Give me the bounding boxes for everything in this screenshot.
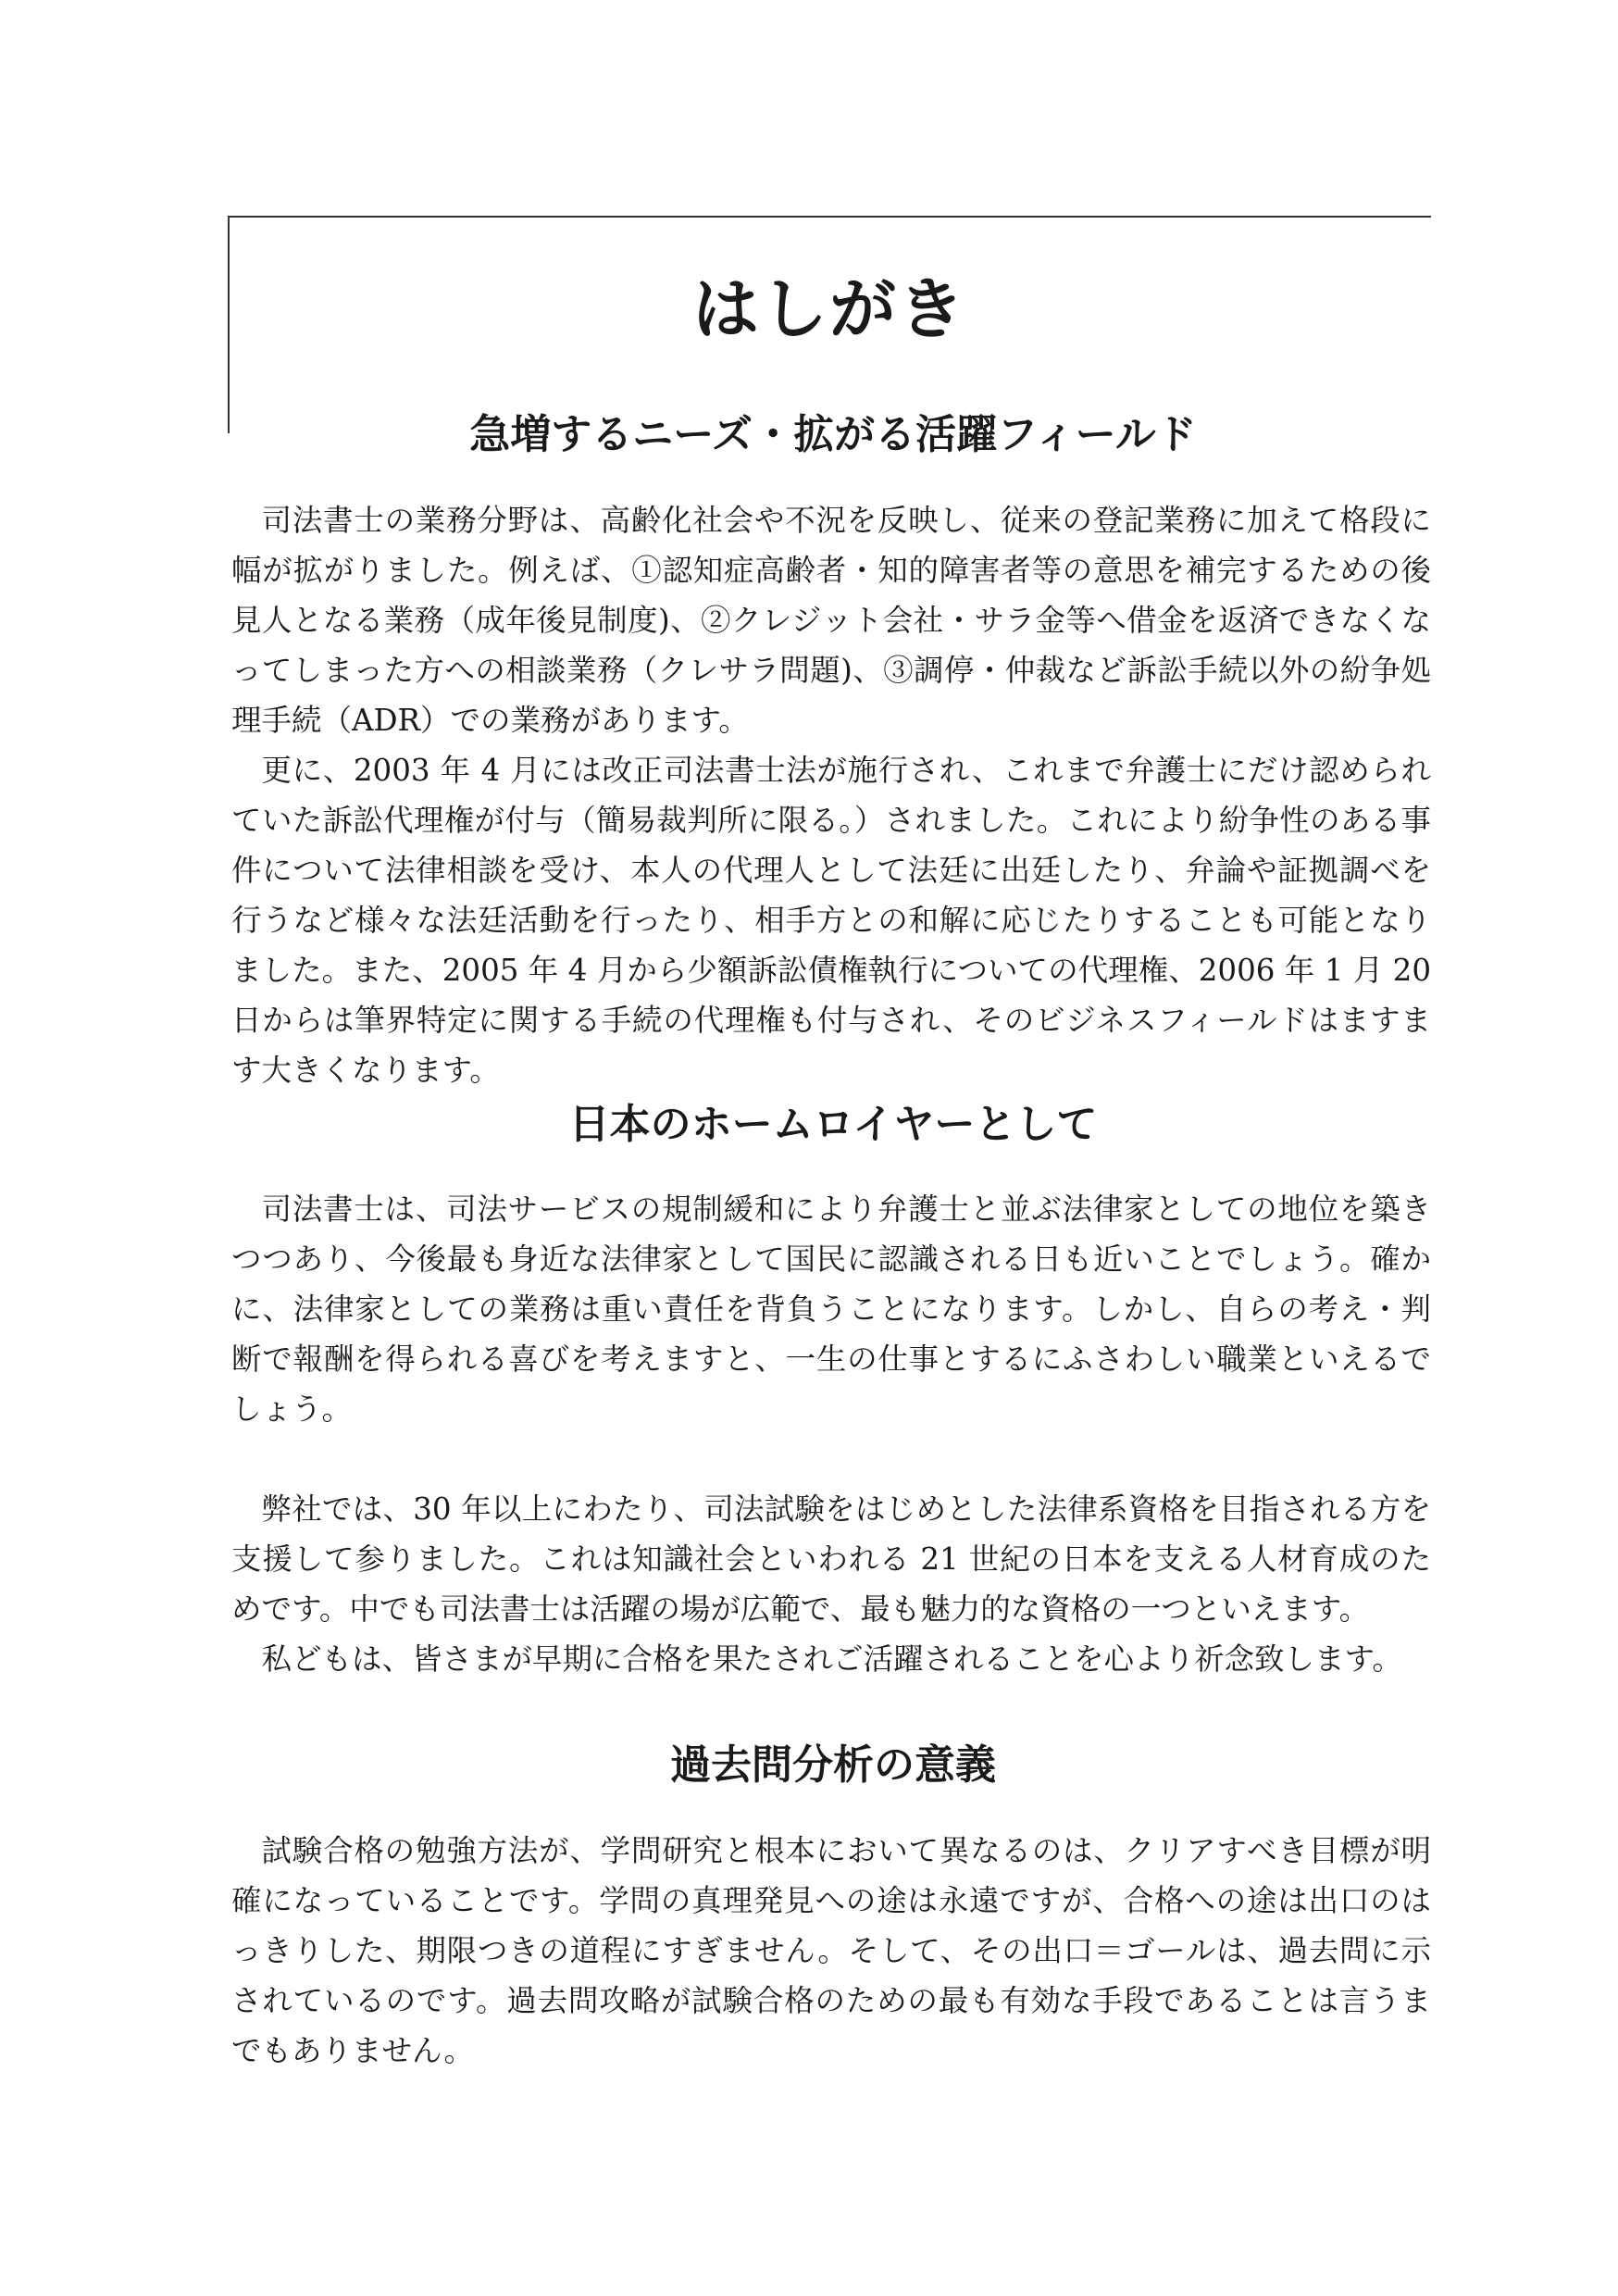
section-heading-home-lawyer: 日本のホームロイヤーとして xyxy=(568,1101,1098,1148)
paragraph: 私どもは、皆さまが早期に合格を果たされご活躍されることを心より祈念致します。 xyxy=(261,1641,1402,1677)
section-body-needs xyxy=(231,495,1431,1095)
section-body-home-lawyer xyxy=(231,1184,1431,1684)
paragraph-spacer xyxy=(231,1434,1431,1484)
section-heading-past-exams: 過去問分析の意義 xyxy=(670,1741,996,1789)
paragraph: 司法書士は、司法サービスの規制緩和により弁護士と並ぶ法律家としての地位を築きつつあり、今後最も身近な法律家として国民に認識される日も近いことでしょう。確かに、法律家としての業務は重い責任を背負うことになります。しかし、自らの考え・判断で報酬を得られる喜びを考えますと、一生の仕事とするにふさわしい職業といえるでしょう。 xyxy=(231,1192,1431,1427)
page-title: はしがき xyxy=(691,270,966,348)
paragraph: 弊社では、30 年以上にわたり、司法試験をはじめとした法律系資格を目指される方を支援して参りました。これは知識社会といわれる 21 世紀の日本を支える人材育成のためです。中でも司法書士は活躍の場が広範で、最も魅力的な資格の一つといえます。 xyxy=(231,1491,1431,1627)
section-heading-needs: 急増するニーズ・拡がる活躍フィールド xyxy=(469,411,1197,458)
section-body-past-exams xyxy=(231,1826,1431,2076)
paragraph: 試験合格の勉強方法が、学問研究と根本において異なるのは、クリアすべき目標が明確になっていることです。学問の真理発見への途は永遠ですが、合格への途は出口のはっきりした、期限つきの道程にすぎません。そして、その出口＝ゴールは、過去問に示されているのです。過去問攻略が試験合格のための最も有効な手段であることは言うまでもありません。 xyxy=(231,1833,1431,2068)
paragraph: 更に、2003 年 4 月には改正司法書士法が施行され、これまで弁護士にだけ認められていた訴訟代理権が付与（簡易裁判所に限る。）されました。これにより紛争性のある事件について法律相談を受け、本人の代理人として法廷に出廷したり、弁論や証拠調べを行うなど様々な法廷活動を行ったり、相手方との和解に応じたりすることも可能となりました。また、2005 年 4 月から少額訴訟債権執行についての代理権、2006 年 1 月 20 日からは筆界特定に関する手続の代理権も付与され、そのビジネスフィールドはますます大きくなります。 xyxy=(231,753,1431,1088)
paragraph: 司法書士の業務分野は、高齢化社会や不況を反映し、従来の登記業務に加えて格段に幅が拡がりました。例えば、①認知症高齢者・知的障害者等の意思を補完するための後見人となる業務（成年後見制度)、②クレジット会社・サラ金等へ借金を返済できなくなってしまった方への相談業務（クレサラ問題)、③調停・仲裁など訴訟手続以外の紛争処理手続（ADR）での業務があります。 xyxy=(231,503,1431,738)
title-frame-top-rule xyxy=(228,216,1431,218)
